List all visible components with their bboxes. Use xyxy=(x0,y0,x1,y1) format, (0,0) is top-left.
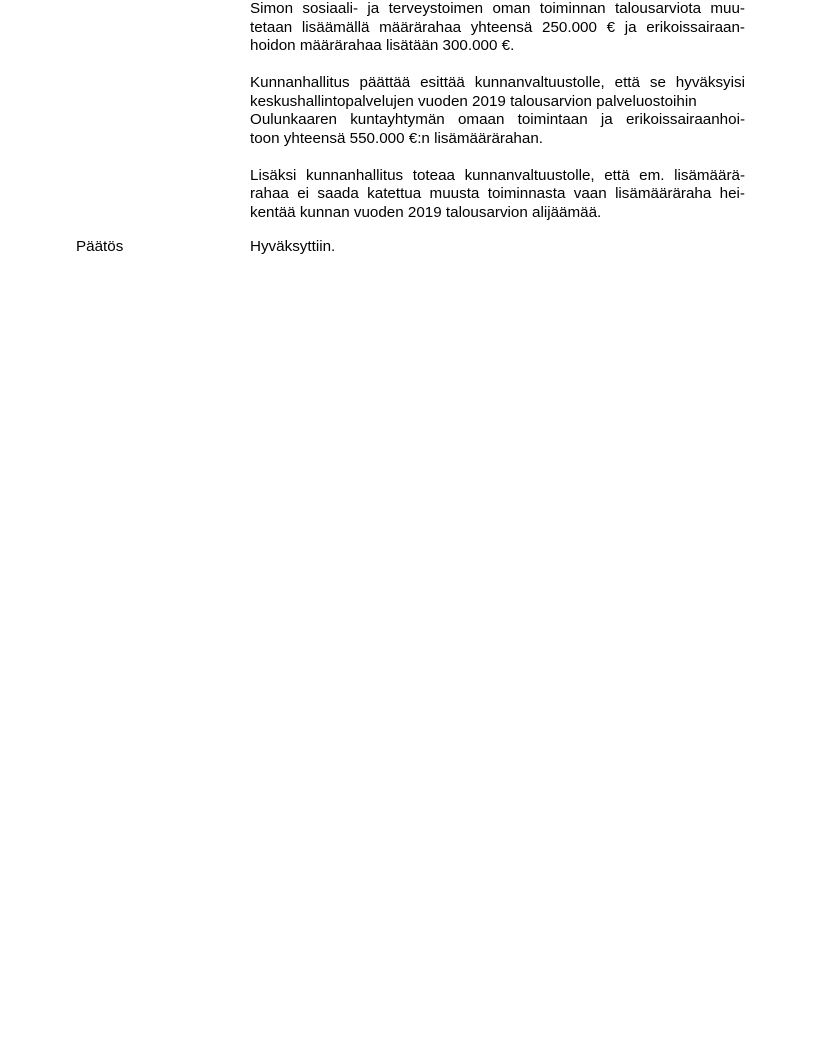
decision-row xyxy=(0,238,816,258)
text-line: kentää kunnan vuoden 2019 talousarvion alijäämää. xyxy=(250,203,602,221)
text-line: tetaan lisäämällä määrärahaa yhteensä 250.000 € ja erikoissairaan- xyxy=(250,18,745,36)
decision-label: Päätös xyxy=(76,238,124,255)
text-line: hoidon määrärahaa lisätään 300.000 €. xyxy=(250,37,515,54)
paragraph-board-proposal xyxy=(250,74,745,148)
text-line: Simon sosiaali- ja terveystoimen oman toiminnan talousarviota muu- xyxy=(250,0,745,17)
decision-text: Hyväksyttiin. xyxy=(250,238,336,255)
text-line: Lisäksi kunnanhallitus toteaa kunnanvaltuustolle, että em. lisämäärä- xyxy=(250,166,745,184)
paragraph-gap xyxy=(250,148,745,167)
paragraph-deficit-note xyxy=(250,167,745,223)
text-line: keskushallintopalvelujen vuoden 2019 talousarvion palveluostoihin xyxy=(250,92,697,110)
text-line: rahaa ei saada katettua muusta toiminnasta vaan lisämääräraha hei- xyxy=(250,185,745,202)
body-text-column xyxy=(250,0,745,222)
paragraph-gap xyxy=(250,56,745,75)
paragraph-budget-change xyxy=(250,0,745,56)
text-line: Oulunkaaren kuntayhtymän omaan toimintaan ja erikoissairaanhoi- xyxy=(250,111,745,128)
text-line: toon yhteensä 550.000 €:n lisämäärärahan. xyxy=(250,129,543,147)
text-line: Kunnanhallitus päättää esittää kunnanvaltuustolle, että se hyväksyisi xyxy=(250,74,745,91)
